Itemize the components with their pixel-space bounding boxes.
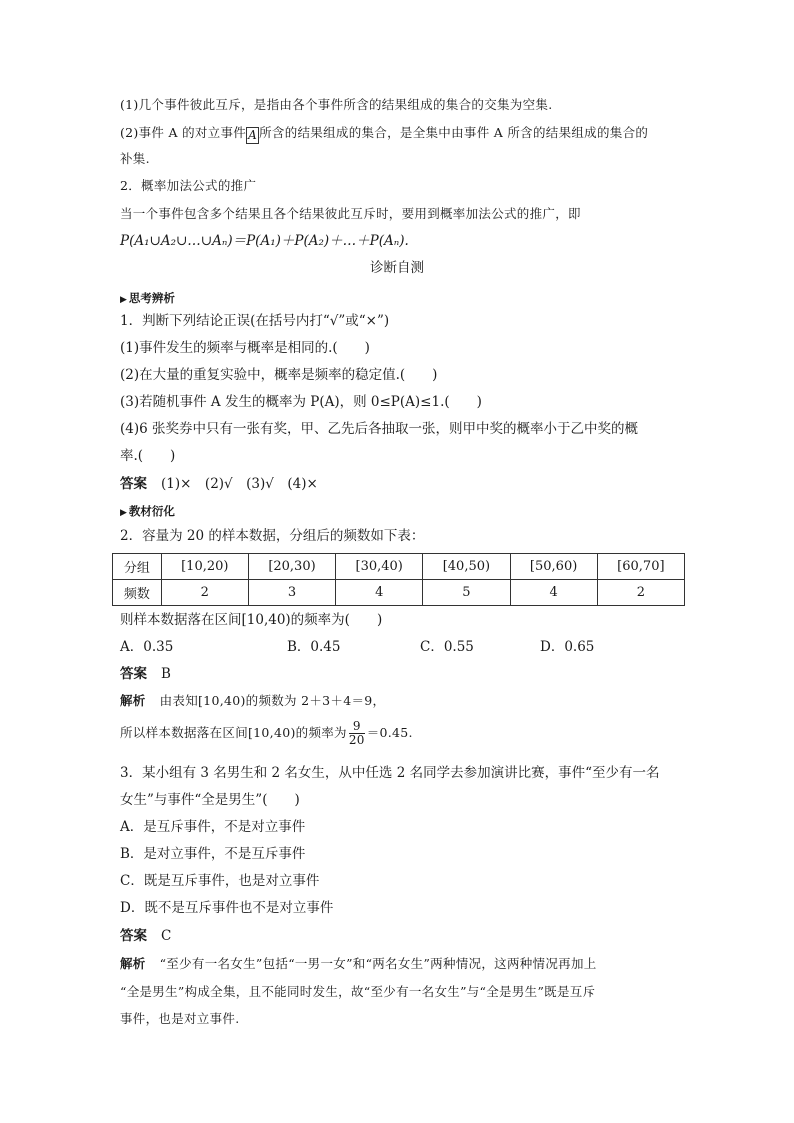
thinking-tag <box>120 289 175 309</box>
triangle-icon: ▶ <box>120 295 127 305</box>
table-cell: [60,70] <box>597 554 684 580</box>
q3-stem-1: 3．某小组有 3 名男生和 2 名女生，从中任选 2 名同学去参加演讲比赛，事件“至少有一名 <box>120 765 660 781</box>
table-header-cell: 频数 <box>113 580 162 606</box>
q3-answer-value: C <box>161 928 172 944</box>
q2-option-a: A．0.35 <box>120 639 174 655</box>
thinking-tag-label: 思考辨析 <box>128 291 175 305</box>
table-header-cell: 分组 <box>113 554 162 580</box>
intro-line-2-prefix: (2)事件 A 的对立事件 <box>120 125 247 140</box>
answer-label: 答案 <box>120 666 147 682</box>
table-row <box>113 554 685 580</box>
table-cell: [50,60) <box>510 554 597 580</box>
q1-answer-value: (1)× (2)√ (3)√ (4)× <box>161 476 318 492</box>
q1-item-3: (3)若随机事件 A 发生的概率为 P(A)，则 0≤P(A)≤1.( ) <box>120 394 482 410</box>
fraction-numerator: 9 <box>349 720 365 734</box>
q1-item-4: (4)6 张奖券中只有一张有奖，甲、乙先后各抽取一张，则甲中奖的概率小于乙中奖的概 <box>120 421 639 437</box>
q2-answer <box>120 665 171 683</box>
q3-analysis-2: “全是男生”构成全集，且不能同时发生，故“至少有一名女生”与“全是男生”既是互斥 <box>120 984 596 999</box>
frequency-table <box>112 553 685 606</box>
q3-option-d: D．既不是互斥事件也不是对立事件 <box>120 900 334 916</box>
table-cell: 4 <box>510 580 597 606</box>
intro-line-2 <box>120 124 648 144</box>
q2-answer-value: B <box>161 666 171 682</box>
q1-item-4-cont: 率.( ) <box>120 448 176 464</box>
q3-answer <box>120 927 171 945</box>
q2-analysis-text-1: 由表知[10,40)的频数为 2＋3＋4＝9， <box>159 693 386 708</box>
q3-analysis-1 <box>120 955 597 973</box>
intro-line-2-suffix: 所含的结果组成的集合，是全集中由事件 A 所含的结果组成的集合的 <box>259 125 649 140</box>
answer-label: 答案 <box>120 928 147 944</box>
q3-analysis-text-1: “至少有一名女生”包括“一男一女”和“两名女生”两种情况，这两种情况再加上 <box>159 956 597 971</box>
table-cell: 4 <box>336 580 423 606</box>
textbook-tag-label: 教材衍化 <box>128 504 175 518</box>
q1-answer <box>120 475 318 493</box>
q2-analysis-2 <box>120 719 413 747</box>
complement-symbol: A <box>246 127 259 144</box>
analysis-label: 解析 <box>120 693 146 708</box>
table-cell: 2 <box>161 580 248 606</box>
q3-option-b: B．是对立事件，不是互斥事件 <box>120 846 306 862</box>
table-cell: 3 <box>248 580 335 606</box>
fraction <box>349 720 365 747</box>
q1-item-1: (1)事件发生的频率与概率是相同的.( ) <box>120 340 370 356</box>
table-cell: [20,30) <box>248 554 335 580</box>
q1-item-2: (2)在大量的重复实验中，概率是频率的稳定值.( ) <box>120 367 438 383</box>
q2-option-b: B．0.45 <box>287 639 341 655</box>
analysis-label: 解析 <box>120 956 146 971</box>
q2-stem: 2．容量为 20 的样本数据，分组后的频数如下表： <box>120 528 425 544</box>
answer-label: 答案 <box>120 476 147 492</box>
table-row <box>113 580 685 606</box>
q3-analysis-3: 事件，也是对立事件. <box>120 1011 240 1026</box>
addition-formula: P(A₁∪A₂∪…∪Aₙ)＝P(A₁)＋P(A₂)＋…＋P(Aₙ). <box>120 233 409 249</box>
intro-line-1: (1)几个事件彼此互斥，是指由各个事件所含的结果组成的集合的交集为空集. <box>120 97 553 112</box>
table-cell: [30,40) <box>336 554 423 580</box>
q3-option-c: C．既是互斥事件，也是对立事件 <box>120 873 320 889</box>
q2-analysis-result: ＝0.45. <box>366 725 413 740</box>
q3-stem-2: 女生”与事件“全是男生”( ) <box>120 792 300 808</box>
q2-option-d: D．0.65 <box>540 639 595 655</box>
textbook-tag <box>120 502 175 522</box>
table-cell: [10,20) <box>161 554 248 580</box>
q1-stem: 1．判断下列结论正误(在括号内打“√”或“×”) <box>120 313 390 329</box>
intro-line-3: 补集. <box>120 151 150 166</box>
q2-analysis-text-2: 所以样本数据落在区间[10,40)的频率为 <box>120 725 347 740</box>
triangle-icon: ▶ <box>120 508 127 518</box>
table-cell: [40,50) <box>423 554 510 580</box>
fraction-denominator: 20 <box>348 733 365 747</box>
q2-analysis-1 <box>120 692 385 710</box>
q2-question: 则样本数据落在区间[10,40)的频率为( ) <box>120 612 383 628</box>
section-2-text: 当一个事件包含多个结果且各个结果彼此互斥时，要用到概率加法公式的推广，即 <box>120 206 581 221</box>
q3-option-a: A．是互斥事件，不是对立事件 <box>120 819 306 835</box>
q2-option-c: C．0.55 <box>420 639 474 655</box>
table-cell: 2 <box>597 580 684 606</box>
table-cell: 5 <box>423 580 510 606</box>
section-2-heading: 2．概率加法公式的推广 <box>120 178 257 193</box>
diagnosis-title: 诊断自测 <box>370 260 424 276</box>
